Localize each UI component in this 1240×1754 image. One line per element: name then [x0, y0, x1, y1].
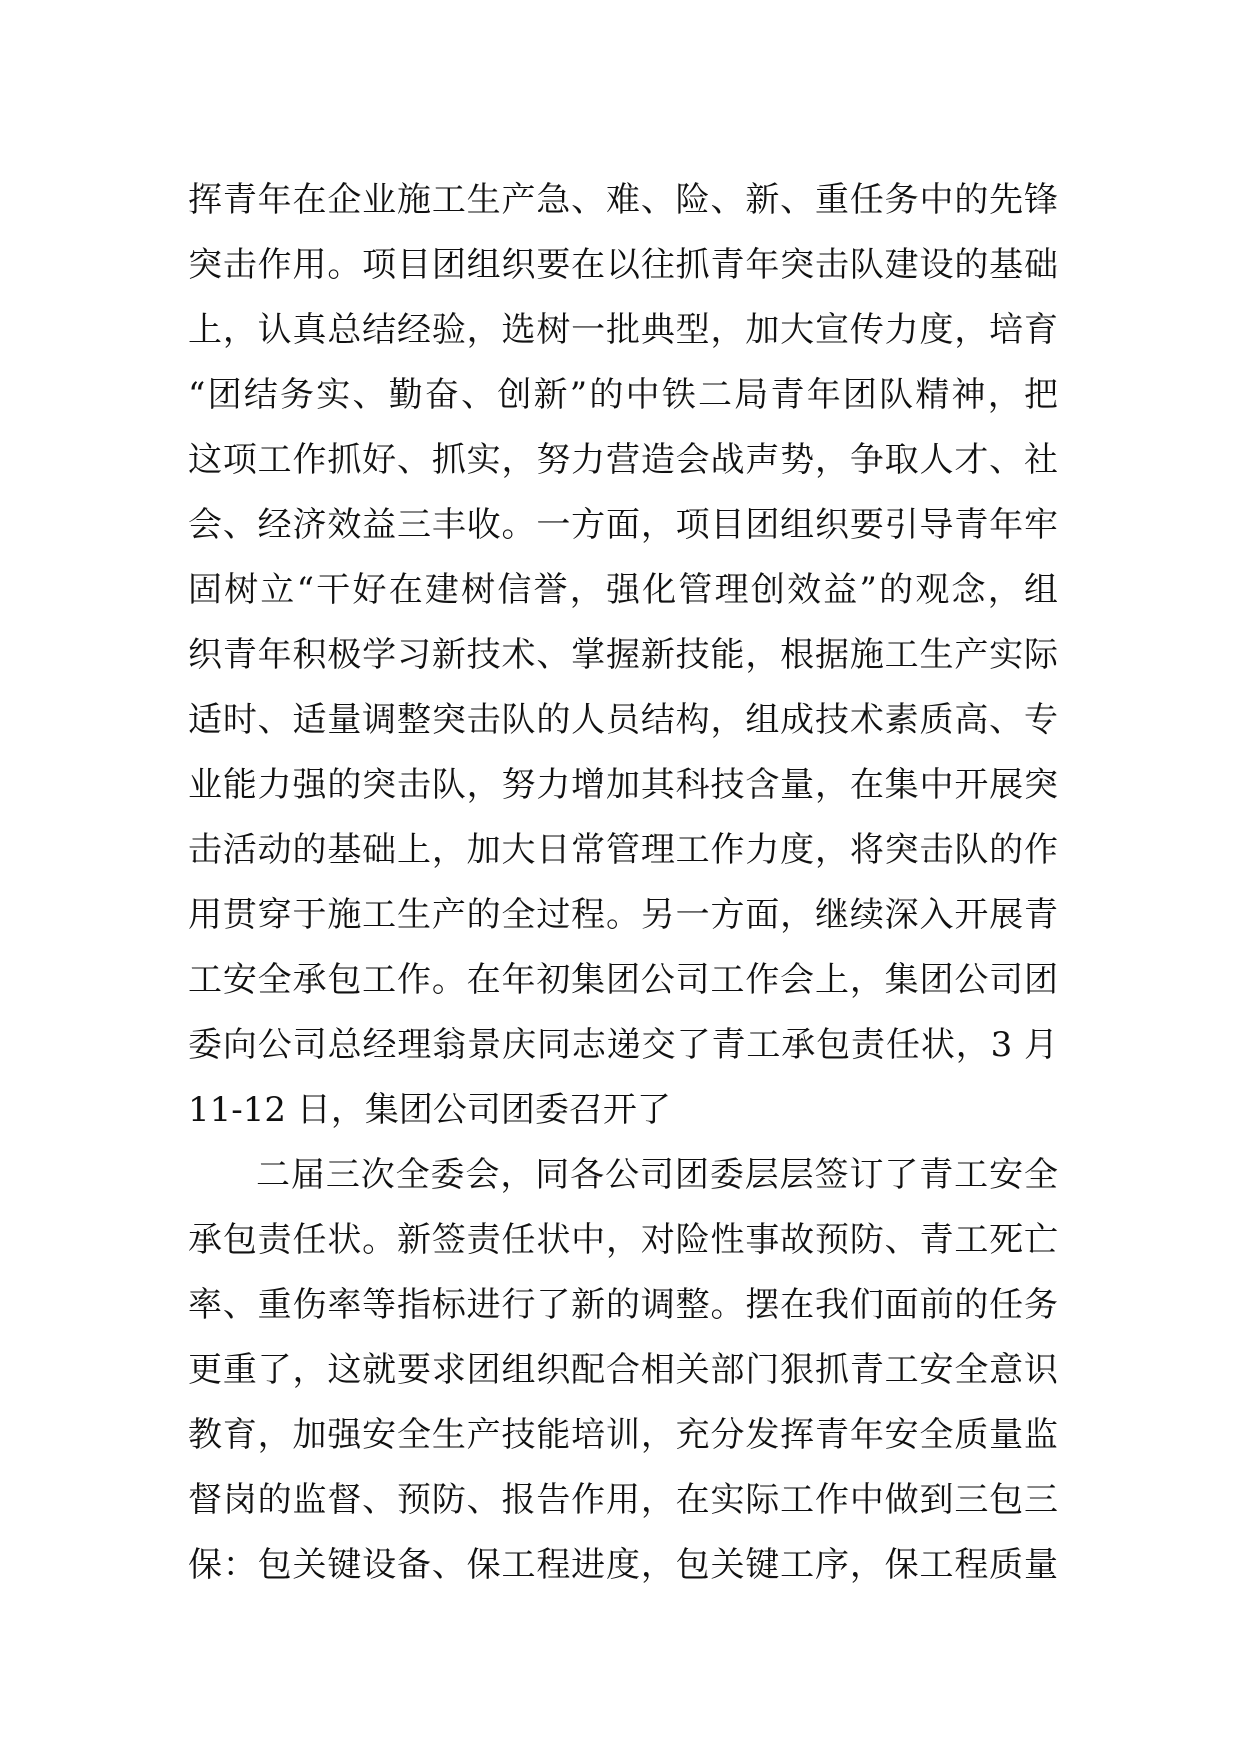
- text-line: 挥青年在企业施工生产急、难、险、新、重任务中的先锋: [188, 180, 1058, 220]
- text-line: 二届三次全委会，同各公司团委层层签订了青工安全: [256, 1155, 1058, 1195]
- text-line: “团结务实、勤奋、创新”的中铁二局青年团队精神，把: [188, 375, 1058, 415]
- text-line: 更重了，这就要求团组织配合相关部门狠抓青工安全意识: [188, 1350, 1058, 1390]
- text-line: 织青年积极学习新技术、掌握新技能，根据施工生产实际: [188, 635, 1058, 675]
- text-line: 突击作用。项目团组织要在以往抓青年突击队建设的基础: [188, 245, 1058, 285]
- text-line: 11-12 日，集团公司团委召开了: [188, 1090, 671, 1130]
- text-line: 承包责任状。新签责任状中，对险性事故预防、青工死亡: [188, 1220, 1058, 1260]
- text-line: 率、重伤率等指标进行了新的调整。摆在我们面前的任务: [188, 1285, 1058, 1325]
- text-line: 保：包关键设备、保工程进度，包关键工序，保工程质量: [188, 1545, 1058, 1585]
- text-line: 用贯穿于施工生产的全过程。另一方面，继续深入开展青: [188, 895, 1058, 935]
- text-line: 固树立“干好在建树信誉，强化管理创效益”的观念，组: [188, 570, 1058, 610]
- text-line: 教育，加强安全生产技能培训，充分发挥青年安全质量监: [188, 1415, 1058, 1455]
- text-line: 上，认真总结经验，选树一批典型，加大宣传力度，培育: [188, 310, 1058, 350]
- text-line: 适时、适量调整突击队的人员结构，组成技术素质高、专: [188, 700, 1058, 740]
- text-line: 督岗的监督、预防、报告作用，在实际工作中做到三包三: [188, 1480, 1058, 1520]
- text-line: 会、经济效益三丰收。一方面，项目团组织要引导青年牢: [188, 505, 1058, 545]
- body-text: [188, 168, 1058, 1598]
- text-line: 业能力强的突击队，努力增加其科技含量，在集中开展突: [188, 765, 1058, 805]
- text-line: 工安全承包工作。在年初集团公司工作会上，集团公司团: [188, 960, 1058, 1000]
- text-line: 击活动的基础上，加大日常管理工作力度，将突击队的作: [188, 830, 1058, 870]
- text-line: 委向公司总经理翁景庆同志递交了青工承包责任状，3 月: [188, 1025, 1058, 1065]
- text-line: 这项工作抓好、抓实，努力营造会战声势，争取人才、社: [188, 440, 1058, 480]
